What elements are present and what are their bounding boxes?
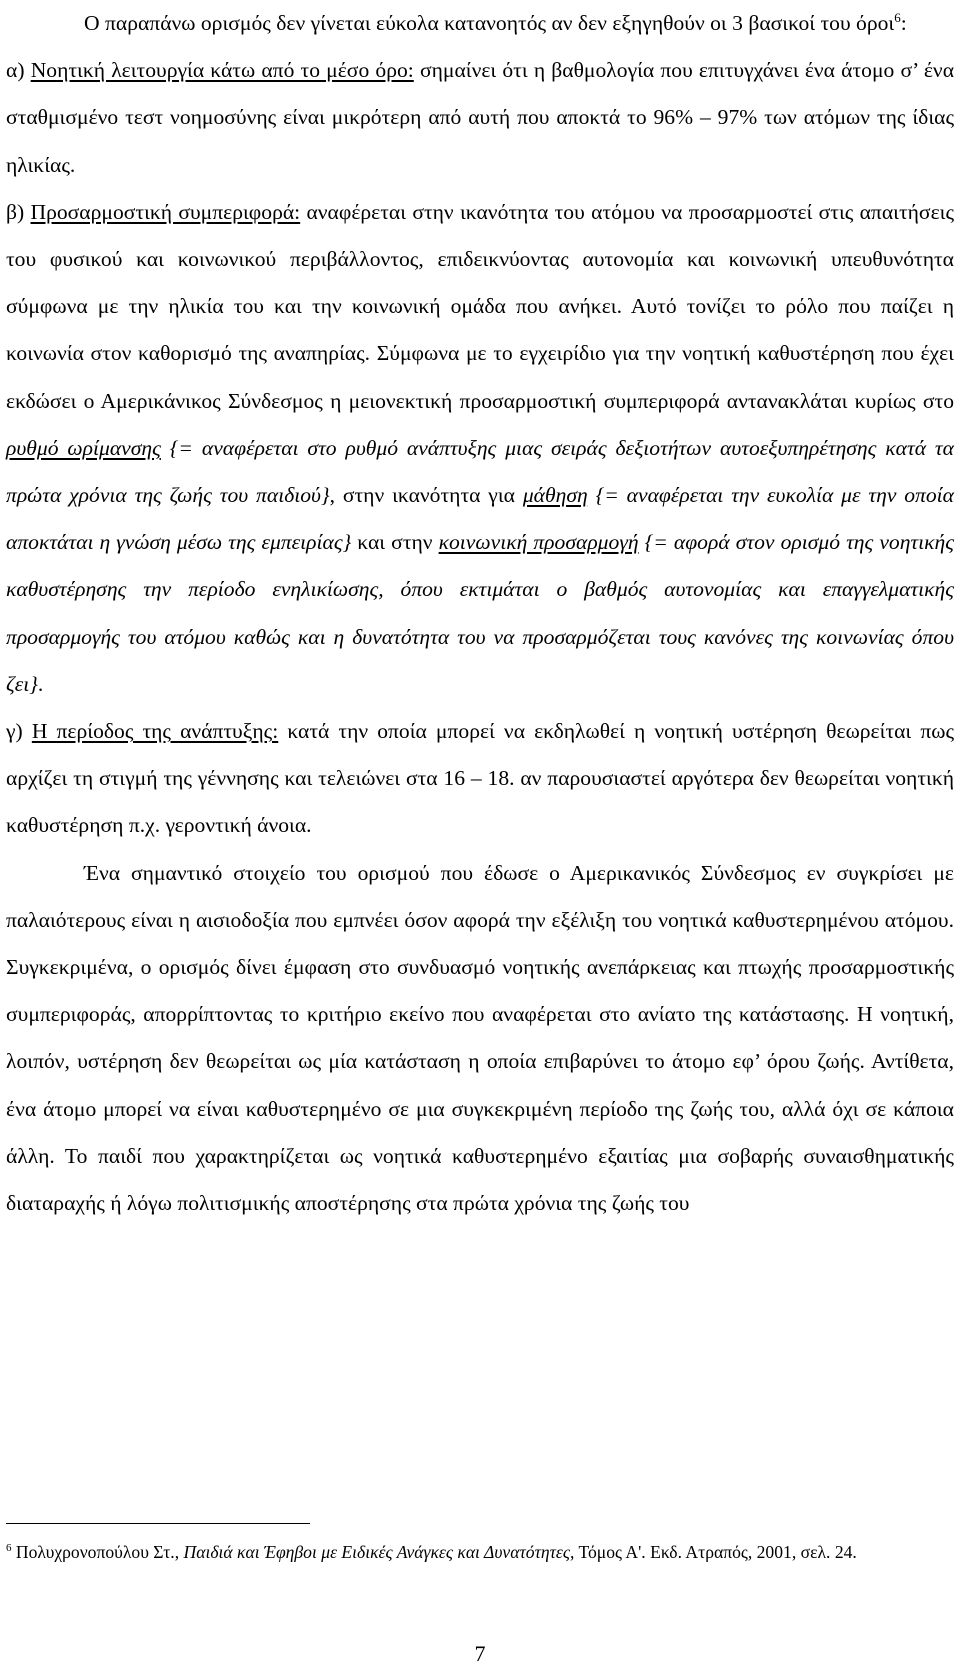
term-b-definition-2: {= αναφέρεται την ευκολία με την οποία αποκτάται η γνώση μέσω της εμπειρίας} — [6, 483, 955, 555]
term-b-definition-1: {= αναφέρεται στο ρυθμό ανάπτυξης μιας σειράς δεξιοτήτων αυτοεξυπηρέτησης κατά τα πρώτα χρόνια της ζωής του παιδιού} — [6, 435, 954, 508]
footnote-reference: 6 — [894, 9, 901, 25]
term-a-heading: Νοητική λειτουργία κάτω από το μέσο όρο: — [30, 58, 414, 83]
page-number: 7 — [474, 1641, 486, 1666]
intro-paragraph — [6, 0, 954, 47]
body-text — [6, 0, 954, 1227]
term-b-definition-3: {= αφορά στον ορισμό της νοητικής καθυστέρησης την περίοδο ενηλικίωσης, όπου εκτιμάται ο βαθμός αυτονομίας και επαγγελματικής προσαρμογής του ατόμου καθώς και η δυνατότητα του να προσαρμόζεται τους κανόνες της κοινωνίας όπου ζει} — [6, 530, 955, 696]
footnote-author: Πολυχρονοπούλου Στ., — [15, 1542, 180, 1562]
term-b-period: . — [37, 671, 44, 696]
term-b-heading: Προσαρμοστική συμπεριφορά: — [30, 199, 301, 224]
term-c-text: κατά την οποία μπορεί να εκδηλωθεί η νοητική υστέρηση θεωρείται πως αρχίζει τη στιγμή της γέννησης και τελειώνει στα 16 – 18. αν παρουσιαστεί αργότερα δεν θεωρείται νοητική καθυστέρηση π.χ. γεροντική άνοια. — [6, 719, 954, 838]
term-b-text-3: και στην — [357, 530, 433, 555]
term-b-subterm-1: ρυθμό ωρίμανσης — [6, 435, 161, 460]
term-c-paragraph — [6, 708, 954, 850]
footnote — [6, 1538, 954, 1566]
term-a-text: σημαίνει ότι η βαθμολογία που επιτυγχάνει ένα άτομο σ’ ένα σταθμισμένο τεστ νοημοσύνης είναι μικρότερη από αυτή που αποκτά το 96% – 97% των ατόμων της ίδιας ηλικίας. — [6, 58, 955, 177]
term-a-paragraph — [6, 47, 954, 189]
footnote-divider — [6, 1523, 310, 1524]
term-b-paragraph — [6, 189, 954, 708]
footnote-details: , Τόμος Α'. Εκδ. Ατραπός, 2001, σελ. 24. — [569, 1542, 857, 1562]
term-b-prefix: β) — [6, 199, 25, 224]
term-c-heading: Η περίοδος της ανάπτυξης: — [31, 719, 279, 744]
term-b-subterm-3: κοινωνική προσαρμογή — [438, 530, 639, 555]
term-b-text: αναφέρεται στην ικανότητα του ατόμου να προσαρμοστεί στις απαιτήσεις του φυσικού και κοινωνικού περιβάλλοντος, επιδεικνύοντας αυτονομία και κοινωνική υπευθυνότητα σύμφωνα με την ηλικία του και την κοινωνική ομάδα που ανήκει. Αυτό τονίζει το ρόλο που παίζει η κοινωνία στον καθορισμό της αναπηρίας. Σύμφωνα με το εγχειρίδιο για την νοητική καθυστέρηση που έχει εκδώσει ο Αμερικάνικος Σύνδεσμος η μειονεκτική προσαρμοστική συμπεριφορά αντανακλάται κυρίως στο — [6, 199, 954, 413]
term-b-subterm-2: μάθηση — [522, 483, 588, 508]
term-a-prefix: α) — [6, 58, 25, 83]
intro-text: Ο παραπάνω ορισμός δεν γίνεται εύκολα κατανοητός αν δεν εξηγηθούν οι 3 βασικοί του όροι — [84, 11, 895, 35]
term-c-prefix: γ) — [6, 719, 23, 744]
second-paragraph: Ένα σημαντικό στοιχείο του ορισμού που έδωσε ο Αμερικανικός Σύνδεσμος εν συγκρίσει με παλαιότερους είναι η αισιοδοξία που εμπνέει όσον αφορά την εξέλιξη του νοητικά καθυστερημένου ατόμου. Συγκεκριμένα, ο ορισμός δίνει έμφαση στο συνδυασμό νοητικής ανεπάρκειας και πτωχής προσαρμοστικής συμπεριφοράς, απορρίπτοντας το κριτήριο εκείνο που αναφέρεται στο ανίατο της κατάστασης. Η νοητική, λοιπόν, υστέρηση δεν θεωρείται ως μία κατάσταση η οποία επιβαρύνει το άτομο εφ’ όρου ζωής. Αντίθετα, ένα άτομο μπορεί να είναι καθυστερημένο σε μια συγκεκριμένη περίοδο της ζωής του, αλλά όχι σε κάποια άλλη. Το παιδί που χαρακτηρίζεται ως νοητικά καθυστερημένο εξαιτίας μια σοβαρής συναισθηματικής διαταραχής ή λόγω πολιτισμικής αποστέρησης στα πρώτα χρόνια της ζωής του — [6, 860, 954, 1216]
footnote-title: Παιδιά και Έφηβοι με Ειδικές Ανάγκες και Δυνατότητες — [183, 1542, 570, 1562]
term-b-text-2: , στην ικανότητα για — [329, 483, 515, 508]
intro-colon: : — [900, 11, 907, 35]
footnote-number: 6 — [6, 1542, 12, 1555]
